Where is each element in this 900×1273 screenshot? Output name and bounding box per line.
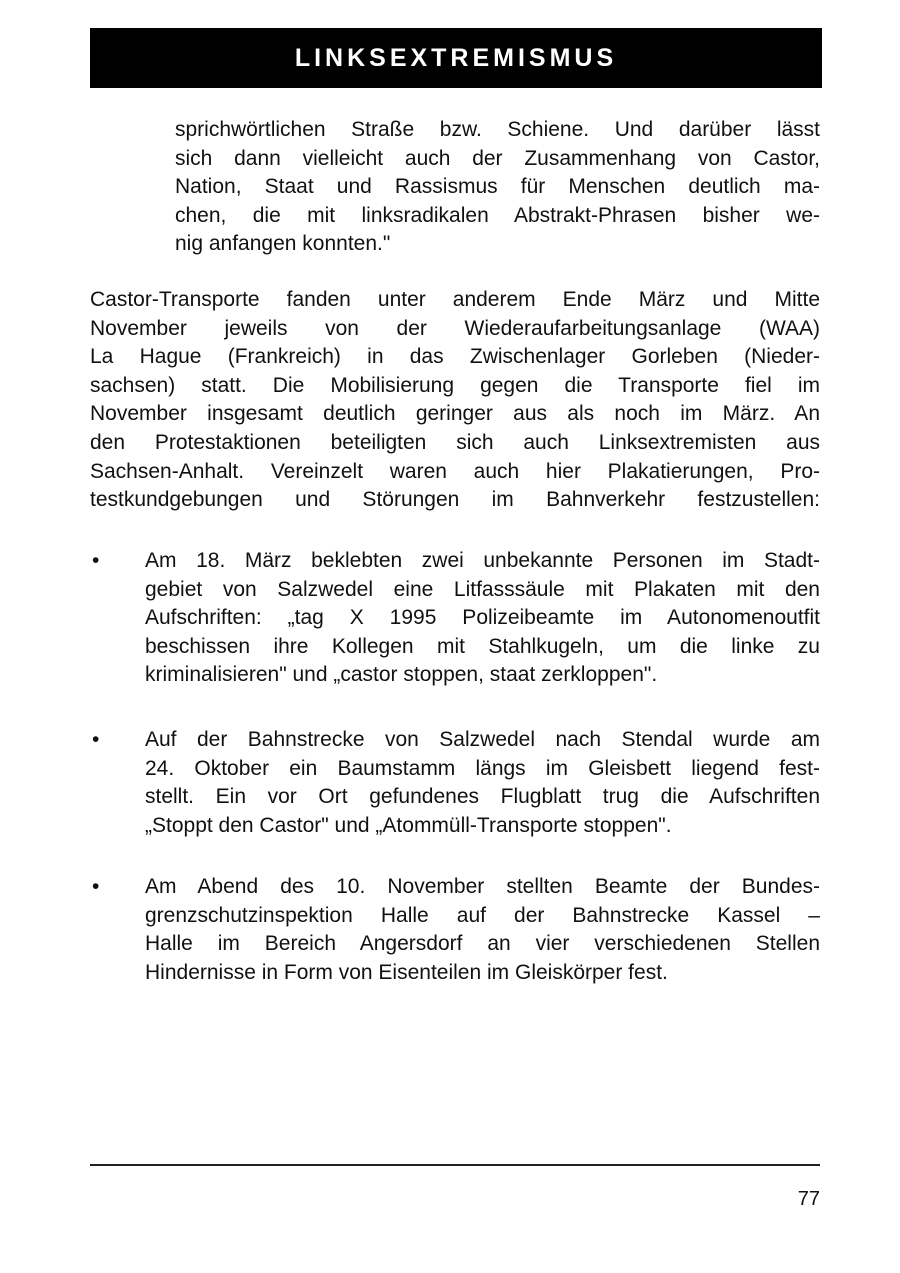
text-line: sachsen) statt. Die Mobilisierung gegen die Transporte fiel im <box>90 373 820 397</box>
text-line: grenzschutzinspektion Halle auf der Bahnstrecke Kassel – <box>145 903 820 927</box>
bullet-icon: • <box>92 549 100 572</box>
footer-divider <box>90 1164 820 1166</box>
text-line: La Hague (Frankreich) in das Zwischenlager Gorleben (Nieder- <box>90 345 820 369</box>
text-line: „Stoppt den Castor" und „Atommüll-Transporte stoppen". <box>145 813 672 837</box>
text-line: nig anfangen konnten." <box>175 232 391 256</box>
text-line: Am 18. März beklebten zwei unbekannte Personen im Stadt- <box>145 549 820 572</box>
text-line: Aufschriften: „tag X 1995 Polizeibeamte im Autonomenoutfit <box>145 606 820 630</box>
text-line: November jeweils von der Wiederaufarbeitungsanlage (WAA) <box>90 316 820 340</box>
text-line: beschissen ihre Kollegen mit Stahlkugeln, um die linke zu <box>145 634 820 658</box>
text-line: gebiet von Salzwedel eine Litfasssäule mit Plakaten mit den <box>145 577 820 601</box>
text-line: Hindernisse in Form von Eisenteilen im Gleiskörper fest. <box>145 960 668 984</box>
bullet-icon: • <box>92 875 100 898</box>
text-line: kriminalisieren" und „castor stoppen, staat zerkloppen". <box>145 663 658 687</box>
text-line: Nation, Staat und Rassismus für Menschen deutlich ma- <box>175 175 820 199</box>
text-line: stellt. Ein vor Ort gefundenes Flugblatt trug die Aufschriften <box>145 785 820 809</box>
text-line: November insgesamt deutlich geringer aus als noch im März. An <box>90 402 820 426</box>
text-line: chen, die mit linksradikalen Abstrakt-Phrasen bisher we- <box>175 203 820 227</box>
body-paragraph <box>90 286 820 515</box>
quote-paragraph <box>175 116 820 259</box>
text-line: Auf der Bahnstrecke von Salzwedel nach Stendal wurde am <box>145 728 820 751</box>
text-line: Halle im Bereich Angersdorf an vier verschiedenen Stellen <box>145 932 820 956</box>
text-line: 24. Oktober ein Baumstamm längs im Gleisbett liegend fest- <box>145 756 820 780</box>
page-number: 77 <box>797 1188 820 1210</box>
text-line: sich dann vielleicht auch der Zusammenhang von Castor, <box>175 146 820 170</box>
text-line: sprichwörtlichen Straße bzw. Schiene. Und darüber lässt <box>175 118 820 141</box>
text-line: Sachsen-Anhalt. Vereinzelt waren auch hier Plakatierungen, Pro- <box>90 459 820 483</box>
text-line: testkundgebungen und Störungen im Bahnverkehr festzustellen: <box>90 488 820 512</box>
section-header <box>90 28 822 88</box>
text-line: den Protestaktionen beteiligten sich auch Linksextremisten aus <box>90 430 820 454</box>
bullet-icon: • <box>92 728 100 751</box>
section-title: LINKSEXTREMISMUS <box>294 43 618 72</box>
text-line: Am Abend des 10. November stellten Beamte der Bundes- <box>145 875 820 898</box>
text-line: Castor-Transporte fanden unter anderem Ende März und Mitte <box>90 288 820 311</box>
